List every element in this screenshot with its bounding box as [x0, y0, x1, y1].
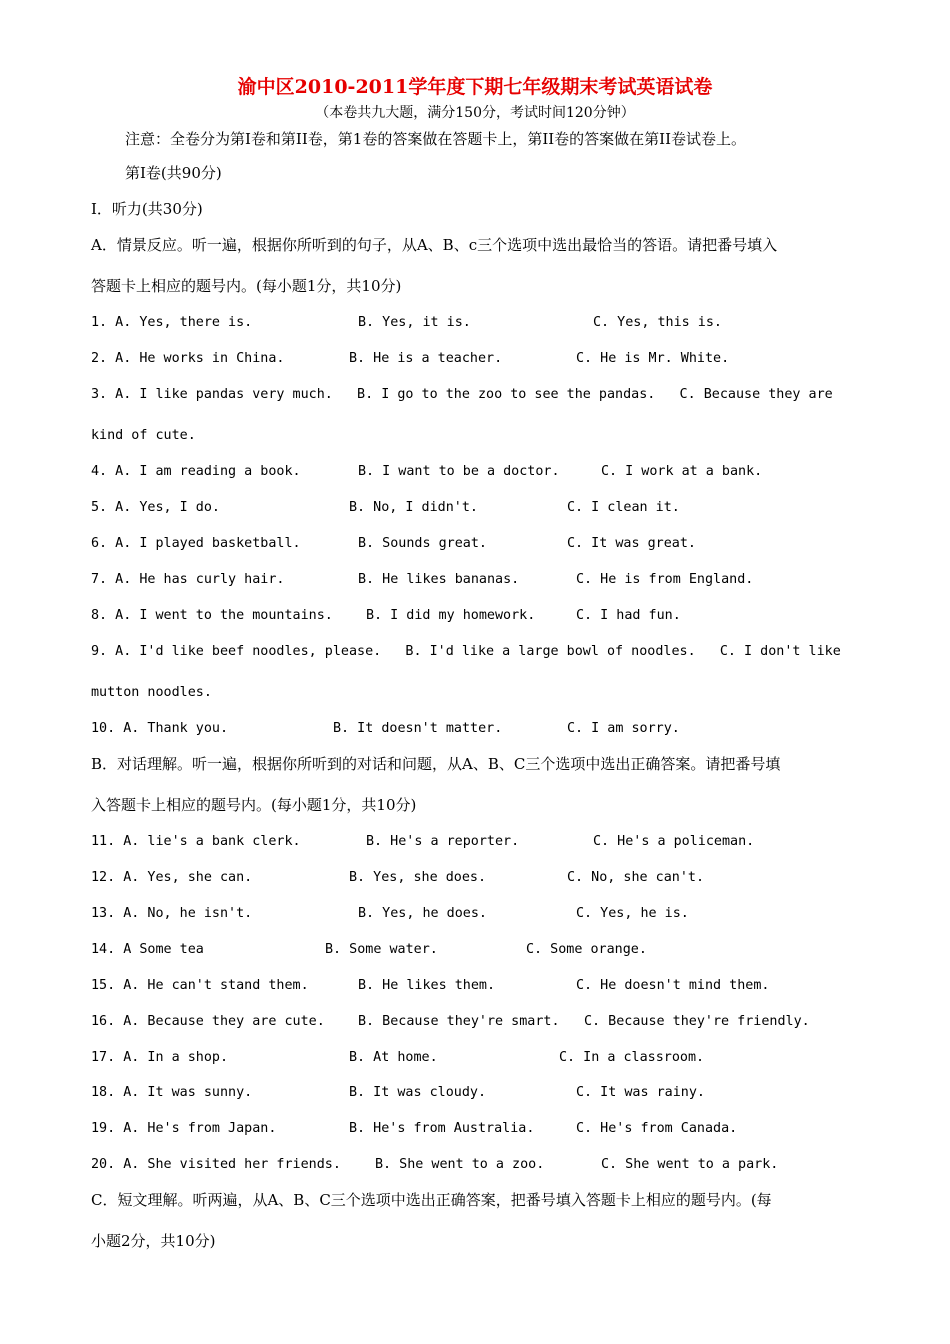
- option-c: C. I had fun.: [576, 608, 681, 623]
- option-a: 10. A. Thank you.: [91, 721, 229, 736]
- partC-instruction-line2: 小题2分，共10分): [91, 1232, 216, 1250]
- partC-instruction-line1: C．短文理解。听两遍，从A、B、C三个选项中选出正确答案，把番号填入答题卡上相应的题号内。(每: [91, 1191, 772, 1209]
- option-a: 6. A. I played basketball.: [91, 536, 301, 551]
- exam-title: 渝中区2010-2011学年度下期七年级期末考试英语试卷: [237, 76, 713, 98]
- option-a: 18. A. It was sunny.: [91, 1085, 253, 1100]
- option-b: B. Yes, he does.: [358, 906, 487, 921]
- option-c: C. Some orange.: [526, 942, 647, 957]
- option-b: B. She went to a zoo.: [375, 1157, 545, 1172]
- partB-instruction-line1: B．对话理解。听一遍，根据你所听到的对话和问题，从A、B、C三个选项中选出正确答案。请把番号填: [91, 755, 781, 773]
- option-c: C. He's from Canada.: [576, 1121, 738, 1136]
- option-a: 1. A. Yes, there is.: [91, 315, 253, 330]
- option-c: C. It was rainy.: [576, 1085, 705, 1100]
- option-b: B. He's a reporter.: [366, 834, 520, 849]
- question-line1: 9. A. I'd like beef noodles, please. B. I'd like a large bowl of noodles. C. I don't like: [91, 644, 841, 659]
- option-a: 15. A. He can't stand them.: [91, 978, 309, 993]
- partA-instruction-line1: A．情景反应。听一遍，根据你所听到的句子，从A、B、c三个选项中选出最恰当的答语。请把番号填入: [91, 236, 778, 254]
- partA-instruction-line2: 答题卡上相应的题号内。(每小题1分，共10分): [91, 277, 402, 295]
- option-b: B. He likes bananas.: [358, 572, 520, 587]
- option-c: C. I am sorry.: [567, 721, 680, 736]
- option-b: B. He likes them.: [358, 978, 496, 993]
- option-a: 12. A. Yes, she can.: [91, 870, 253, 885]
- option-a: 11. A. lie's a bank clerk.: [91, 834, 301, 849]
- section1-heading: I．听力(共30分): [91, 200, 203, 218]
- option-c: C. I clean it.: [567, 500, 680, 515]
- option-b: B. He's from Australia.: [349, 1121, 535, 1136]
- option-b: B. Sounds great.: [358, 536, 487, 551]
- option-a: 16. A. Because they are cute.: [91, 1014, 325, 1029]
- option-b: B. I want to be a doctor.: [358, 464, 560, 479]
- option-a: 8. A. I went to the mountains.: [91, 608, 333, 623]
- option-c: C. It was great.: [567, 536, 696, 551]
- option-b: B. No, I didn't.: [349, 500, 478, 515]
- option-c: C. I work at a bank.: [601, 464, 763, 479]
- option-a: 5. A. Yes, I do.: [91, 500, 220, 515]
- option-b: B. Yes, it is.: [358, 315, 471, 330]
- option-a: 2. A. He works in China.: [91, 351, 285, 366]
- option-c: C. In a classroom.: [559, 1050, 705, 1065]
- option-b: B. I did my homework.: [366, 608, 536, 623]
- option-b: B. At home.: [349, 1050, 438, 1065]
- question-line2: kind of cute.: [91, 428, 196, 443]
- option-c: C. Yes, he is.: [576, 906, 689, 921]
- option-b: B. He is a teacher.: [349, 351, 503, 366]
- option-c: C. No, she can't.: [567, 870, 705, 885]
- option-a: 4. A. I am reading a book.: [91, 464, 301, 479]
- option-b: B. Yes, she does.: [349, 870, 487, 885]
- option-b: B. Because they're smart.: [358, 1014, 560, 1029]
- option-c: C. Yes, this is.: [593, 315, 722, 330]
- option-a: 13. A. No, he isn't.: [91, 906, 253, 921]
- option-b: B. It was cloudy.: [349, 1085, 487, 1100]
- exam-subtitle: （本卷共九大题，满分150分，考试时间120分钟）: [315, 105, 635, 121]
- option-c: C. She went to a park.: [601, 1157, 779, 1172]
- option-a: 17. A. In a shop.: [91, 1050, 229, 1065]
- notice-text: 注意：全卷分为第I卷和第II卷，第1卷的答案做在答题卡上，第II卷的答案做在第II卷试卷上。: [125, 130, 747, 148]
- option-a: 7. A. He has curly hair.: [91, 572, 285, 587]
- option-c: C. He is Mr. White.: [576, 351, 730, 366]
- option-a: 19. A. He's from Japan.: [91, 1121, 277, 1136]
- option-c: C. He's a policeman.: [593, 834, 755, 849]
- option-b: B. It doesn't matter.: [333, 721, 503, 736]
- partB-instruction-line2: 入答题卡上相应的题号内。(每小题1分，共10分): [91, 796, 417, 814]
- option-a: 20. A. She visited her friends.: [91, 1157, 341, 1172]
- option-c: C. He is from England.: [576, 572, 754, 587]
- option-c: C. Because they're friendly.: [584, 1014, 810, 1029]
- option-b: B. Some water.: [325, 942, 438, 957]
- option-c: C. He doesn't mind them.: [576, 978, 770, 993]
- option-a: 14. A Some tea: [91, 942, 204, 957]
- question-line2: mutton noodles.: [91, 685, 212, 700]
- part1-heading: 第I卷(共90分): [125, 164, 222, 182]
- question-line1: 3. A. I like pandas very much. B. I go to the zoo to see the pandas. C. Because they are: [91, 387, 833, 402]
